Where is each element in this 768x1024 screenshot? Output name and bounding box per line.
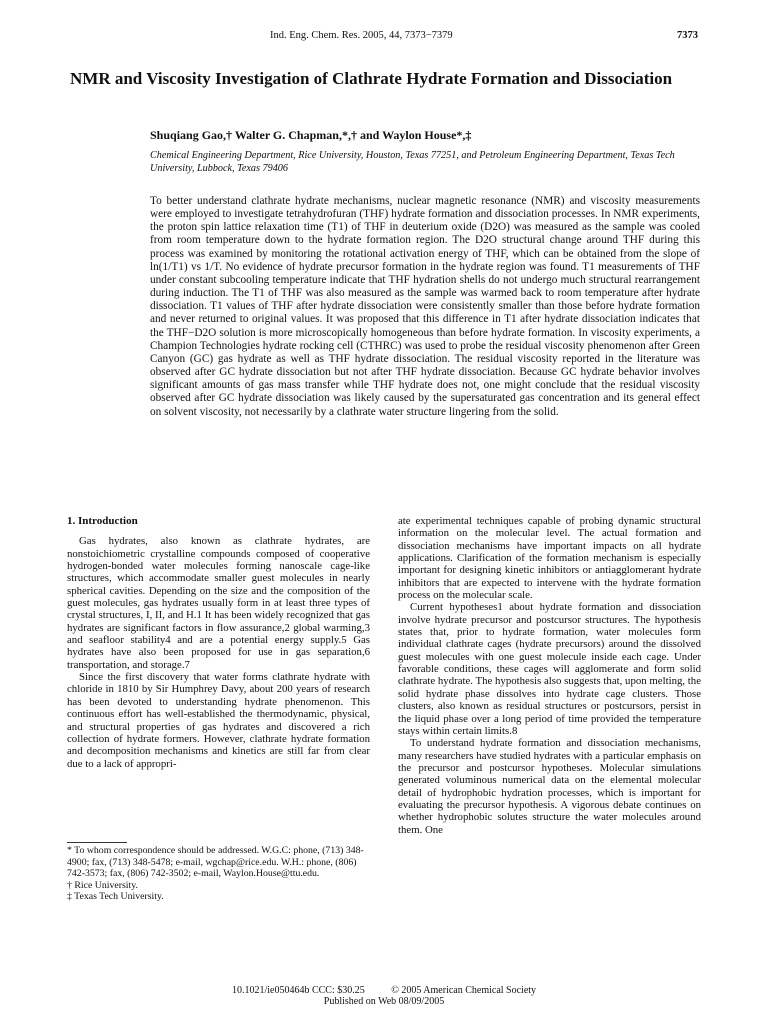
affiliation: Chemical Engineering Department, Rice University, Houston, Texas 77251, and Petroleum Engineering Department, Texas Tech University, Lubbock, Texas 79406 bbox=[150, 150, 675, 174]
page-number: 7373 bbox=[677, 30, 698, 41]
published-line: Published on Web 08/09/2005 bbox=[323, 996, 445, 1007]
footnote-divider bbox=[67, 842, 127, 843]
running-header bbox=[70, 30, 698, 44]
footnote-ttu: ‡ Texas Tech University. bbox=[67, 891, 164, 903]
footnote-rice: † Rice University. bbox=[67, 879, 138, 891]
author-list: Shuqiang Gao,† Walter G. Chapman,*,† and Waylon House*,‡ bbox=[150, 128, 472, 142]
paragraph: Current hypotheses1 about hydrate formation and dissociation involve hydrate precursor and postcursor structures. The hypothesis states that, prior to hydrate formation, water molecules form individual clathrate cages (hydrate precursors) around the dissolved guest molecules with one guest molecule inside each cage. Under favorable conditions, these cages will agglomerate and form solid clathrate hydrate. The hypothesis also suggests that, upon melting, the solid hydrate phase dissolves into hydrate cage clusters. Those clusters, also known as residual structures or postcursors, persist in the liquid phase over a long period of time provided the temperature stays within certain limits.8 bbox=[398, 601, 701, 737]
journal-citation: Ind. Eng. Chem. Res. 2005, 44, 7373−7379 bbox=[270, 30, 453, 41]
right-column bbox=[398, 515, 701, 836]
section-heading-introduction: 1. Introduction bbox=[67, 515, 138, 527]
doi-line: 10.1021/ie050464b CCC: $30.25 bbox=[231, 985, 365, 996]
copyright-line: © 2005 American Chemical Society bbox=[391, 985, 537, 996]
abstract: To better understand clathrate hydrate mechanisms, nuclear magnetic resonance (NMR) and viscosity measurements were employed to investigate tetrahydrofuran (THF) hydrate formation and dissociation processes. In NMR experiments, the proton spin lattice relaxation time (T1) of THF in deuterium oxide (D2O) was measured as the sample was cooled from room temperature down to the hydrate formation region. The D2O structural change around THF during this process was examined by monitoring the rotational activation energy of THF, which can be obtained from the slope of ln(1/T1) vs 1/T. No evidence of hydrate precursor formation in the hydrate region was found. T1 measurements of THF under constant subcooling temperature indicate that THF hydration shells do not undergo much structural rearrangement during induction. The T1 of THF was also measured as the sample was warmed back to room temperature after hydrate dissociation. T1 values of THF after hydrate dissociation were consistently smaller than those before hydrate formation and never returned to original values. It was proposed that this difference in T1 after hydrate dissociation indicates that the THF−D2O solution is more microscopically homogeneous than before hydrate formation. In viscosity experiments, a Champion Technologies hydrate rocking cell (CTHRC) was used to probe the residual viscosity phenomenon after Green Canyon (GC) gas hydrate as well as THF hydrate dissociation. The residual viscosity reported in the literature was observed after GC hydrate dissociation but not after THF hydrate dissociation. Because GC hydrate behavior involves significant amounts of gas mass transfer while THF hydrate does not, one might conclude that the residual viscosity observed after GC hydrate dissociation was likely caused by the supersaturated gas concentration and its general effect on solvent viscosity, not necessarily by a clathrate water structure lingering from the solid. bbox=[150, 195, 700, 418]
left-column bbox=[67, 515, 370, 770]
paragraph: To understand hydrate formation and dissociation mechanisms, many researchers have studied hydrates with a particular emphasis on the precursor and postcursor hypotheses. Molecular simulations generated voluminous numerical data on the elemental molecular detail of hydrophobic hydration processes, which is important for evaluating the precursor hypothesis. A vigorous debate continues on whether hydrophobic solutes structure the water molecules around them. One bbox=[398, 737, 701, 836]
article-title: NMR and Viscosity Investigation of Clathrate Hydrate Formation and Dissociation bbox=[70, 69, 673, 88]
paragraph: ate experimental techniques capable of probing dynamic structural information on the molecular level. The actual formation and dissociation mechanisms have important impacts on all hydrate applications. Clarification of the formation mechanism is especially important for designing kinetic inhibitors or antiagglomerant hydrate inhibitors that are expected to intervene with the hydrate formation process on the molecular scale. bbox=[398, 515, 701, 602]
page-footer bbox=[0, 985, 768, 1007]
footnotes bbox=[67, 842, 370, 903]
footnote-correspondence: * To whom correspondence should be addressed. W.G.C: phone, (713) 348-4900; fax, (713) 348-5478; e-mail, wgchap@rice.edu. W.H.: phone, (806) 742-3573; fax, (806) 742-3502; e-mail, Waylon.House@ttu.edu. bbox=[67, 845, 364, 880]
paragraph: Since the first discovery that water forms clathrate hydrate with chloride in 1810 by Sir Humphrey Davy, about 200 years of research has been devoted to understanding hydrate phenomenon. This continuous effort has well-established the thermodynamic, physical, and structural properties of gas hydrates and discovered a rich collection of hydrate formers. However, clathrate hydrate formation and decomposition mechanisms and kinetics are still far from clear due to a lack of appropri- bbox=[67, 671, 370, 770]
paragraph: Gas hydrates, also known as clathrate hydrates, are nonstoichiometric crystalline compounds composed of cooperative hydrogen-bonded water molecules forming nanoscale cage-like structures, which accommodate smaller guest molecules in nearly spherical cavities. Depending on the size and the composition of the guest molecules, gas hydrates usually form in at least three types of crystal structures, I, II, and H.1 It has been widely recognized that gas hydrates are significant factors in flow assurance,2 global warming,3 and seafloor stability4 and are a potential energy supply.5 Gas hydrates have also been proposed for use in gas separation,6 transportation, and storage.7 bbox=[67, 535, 370, 671]
